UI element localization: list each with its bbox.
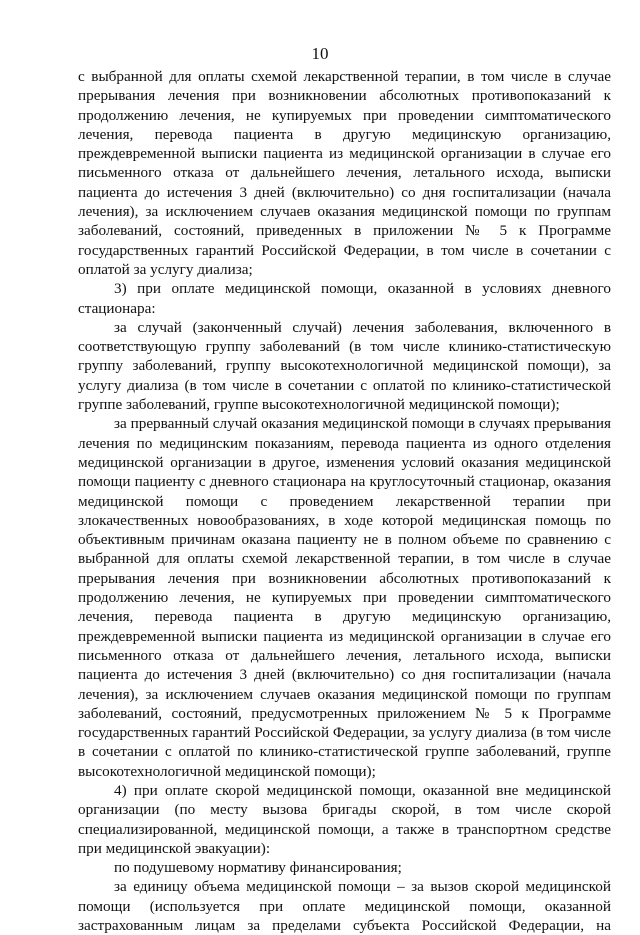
page-number: 10	[311, 44, 329, 63]
document-body	[78, 67, 611, 935]
paragraph-completed-case: за случай (законченный случай) лечения заболевания, включенного в соответствующую группу заболеваний (в том числе клинико-статистическую группу заболеваний, группу высокотехнологичной медицинской помощи), за услугу диализа (в том числе в сочетании с оплатой по клинико-статистической группе заболеваний, группе высокотехнологичной медицинской помощи);	[78, 318, 611, 414]
paragraph-interrupted-case: за прерванный случай оказания медицинской помощи в случаях прерывания лечения по медицинским показаниям, перевода пациента из одного отделения медицинской организации в другое, изменения условий оказания медицинской помощи пациенту с дневного стационара на круглосуточный стационар, оказания медицинской помощи с проведением лекарственной терапии при злокачественных новообразованиях, в ходе которой медицинская помощь по объективным причинам оказана пациенту не в полном объеме по сравнению с выбранной для оплаты схемой лекарственной терапии, в том числе в случае прерывания лечения при возникновении абсолютных противопоказаний к продолжению лечения, не купируемых при проведении симптоматического лечения, перевода пациента в другую медицинскую организацию, преждевременной выписки пациента из медицинской организации в случае его письменного отказа от дальнейшего лечения, летального исхода, выписки пациента до истечения 3 дней (включительно) со дня госпитализации (начала лечения), за исключением случаев оказания медицинской помощи по группам заболеваний, состояний, предусмотренных приложением № 5 к Программе государственных гарантий Российской Федерации, за услугу диализа (в том числе в сочетании с оплатой по клинико-статистической группе заболеваний, группе высокотехнологичной медицинской помощи);	[78, 415, 611, 780]
paragraph-per-capita-norm: по подушевому нормативу финансирования;	[114, 859, 402, 877]
paragraph-item-4-emergency-care: 4) при оплате скорой медицинской помощи, оказанной вне медицинской организации (по месту вызова бригады скорой, в том числе скорой специализированной, медицинской помощи, а также в транспортном средстве при медицинской эвакуации):	[78, 781, 611, 857]
paragraph-unit-of-volume: за единицу объема медицинской помощи – за вызов скорой медицинской помощи (используется при оплате медицинской помощи, оказанной застрахованным лицам за пределами субъекта Российской Федерации, на	[78, 878, 611, 935]
paragraph-item-3-day-hospital: 3) при оплате медицинской помощи, оказанной в условиях дневного стационара:	[78, 280, 611, 317]
paragraph-continuation: с выбранной для оплаты схемой лекарственной терапии, в том числе в случае прерывания лечения при возникновении абсолютных противопоказаний к продолжению лечения, не купируемых при проведении симптоматического лечения, перевода пациента в другую медицинскую организацию, преждевременной выписки пациента из медицинской организации в случае его письменного отказа от дальнейшего лечения, летального исхода, выписки пациента до истечения 3 дней (включительно) со дня госпитализации (начала лечения), за исключением случаев оказания медицинской помощи по группам заболеваний, состояний, приведенных в приложении № 5 к Программе государственных гарантий Российской Федерации, в том числе в сочетании с оплатой за услугу диализа;	[78, 68, 611, 278]
